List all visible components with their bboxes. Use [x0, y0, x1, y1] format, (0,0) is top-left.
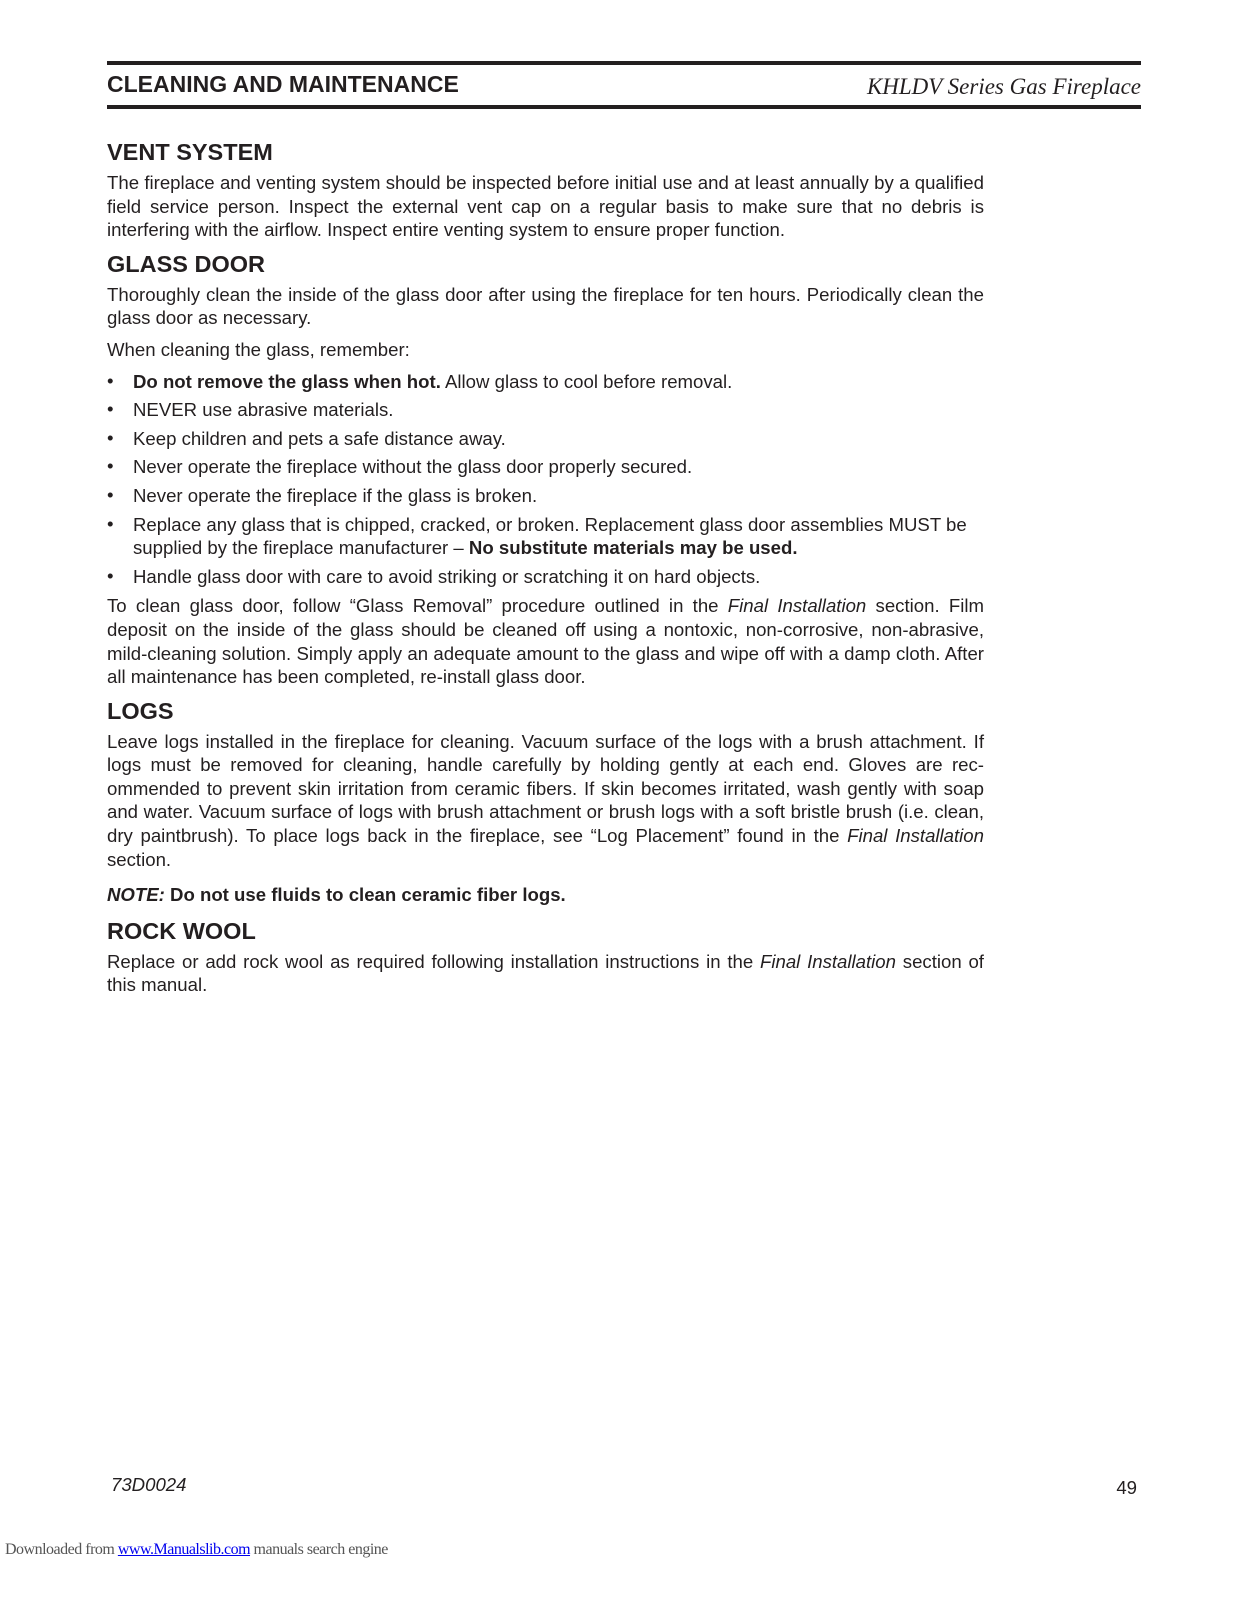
list-item: • Handle glass door with care to avoid striking or scratching it on hard objects. [107, 565, 984, 589]
section-title: CLEANING AND MAINTENANCE [107, 71, 459, 97]
document-code: 73D0024 [111, 1474, 187, 1495]
logs-text-b: section. [107, 848, 172, 870]
note-label: NOTE: [107, 884, 165, 906]
logs-note [107, 883, 984, 907]
logs-heading: LOGS [107, 697, 174, 724]
bullet-6-bold: No substitute materials may be used. [468, 537, 798, 559]
rock-wool-body [107, 950, 984, 997]
para-3-text-a: To clean glass door, follow “Glass Removal” procedure outlined in the [107, 595, 728, 617]
logs-text-a: Leave logs installed in the fireplace for cleaning. Vacuum surface of the logs with a brush attachment. If logs must be removed for cleaning, handle carefully by holding gently at each end. Gloves are rec-ommended to prevent skin irritation from ceramic fibers. If skin becomes irritated, wash gently with soap and water. Vacuum surface of logs with brush attachment or brush logs with a soft bristle brush (i.e. clean, dry paintbrush). To place logs back in the fireplace, see “Log Placement” found in the [107, 730, 984, 847]
para-3-emphasis: Final Installation [727, 595, 867, 617]
logs-section [107, 697, 984, 907]
vent-system-heading: VENT SYSTEM [107, 139, 273, 165]
product-title: KHLDV Series Gas Fireplace [866, 74, 1141, 99]
list-item [107, 513, 984, 560]
vent-system-body: The fireplace and venting system should be inspected before initial use and at least annually by a qualified field service person. Inspect the external vent cap on a regular basis to make sure that no debris is interfering with the airflow. Inspect entire venting system to ensure proper function. [107, 172, 984, 241]
glass-door-section [107, 250, 984, 689]
bullet-6-text: Replace any glass that is chipped, cracked, or broken. Replacement glass door assemblies MUST be supplied by the fireplace manufacturer – [133, 513, 967, 559]
glass-door-para-1: Thoroughly clean the inside of the glass door after using the fireplace for ten hours. Periodically clean the glass door as necessary. [107, 283, 984, 329]
page-number: 49 [1116, 1477, 1137, 1498]
list-item: • Keep children and pets a safe distance away. [107, 427, 984, 451]
glass-door-para-3 [107, 594, 984, 688]
glass-door-para-2: When cleaning the glass, remember: [107, 338, 410, 360]
bullet-1-text: Allow glass to cool before removal. [440, 370, 733, 392]
bullet-1-bold: Do not remove the glass when hot. [133, 370, 441, 392]
list-item [107, 370, 984, 394]
page-content [107, 138, 984, 1005]
note-text: Do not use fluids to clean ceramic fiber logs. [164, 884, 566, 906]
para-3-text-b: section. Film deposit on the inside of the glass should be cleaned off using a nontoxic, non-corrosive, non-abrasive, mild-cleaning solution. Simply apply an adequate amount to the glass and wipe off with a damp cloth. After all maintenance has been completed, re-install glass door. [107, 595, 984, 688]
header-bottom-rule [107, 105, 1141, 109]
list-item: • NEVER use abrasive materials. [107, 398, 984, 422]
header-top-rule [107, 61, 1141, 65]
manualslib-link[interactable]: www.Manualslib.com [117, 1541, 251, 1558]
download-prefix: Downloaded from [5, 1541, 118, 1558]
download-suffix: manuals search engine [250, 1541, 388, 1558]
logs-body [107, 730, 984, 872]
list-item: • Never operate the fireplace if the glass is broken. [107, 484, 984, 508]
rock-wool-text-b: section of this manual. [107, 950, 984, 996]
rock-wool-text-a: Replace or add rock wool as required following installation instructions in the [107, 950, 760, 972]
glass-door-heading: GLASS DOOR [107, 250, 265, 277]
list-item: • Never operate the fireplace without the glass door properly secured. [107, 455, 984, 479]
vent-system-section [107, 138, 984, 242]
download-footer [5, 1541, 388, 1559]
rock-wool-heading: ROCK WOOL [107, 917, 256, 944]
logs-emphasis: Final Installation [847, 825, 984, 847]
rock-wool-emphasis: Final Installation [760, 950, 896, 972]
rock-wool-section [107, 917, 984, 997]
glass-cleaning-list [107, 370, 984, 589]
